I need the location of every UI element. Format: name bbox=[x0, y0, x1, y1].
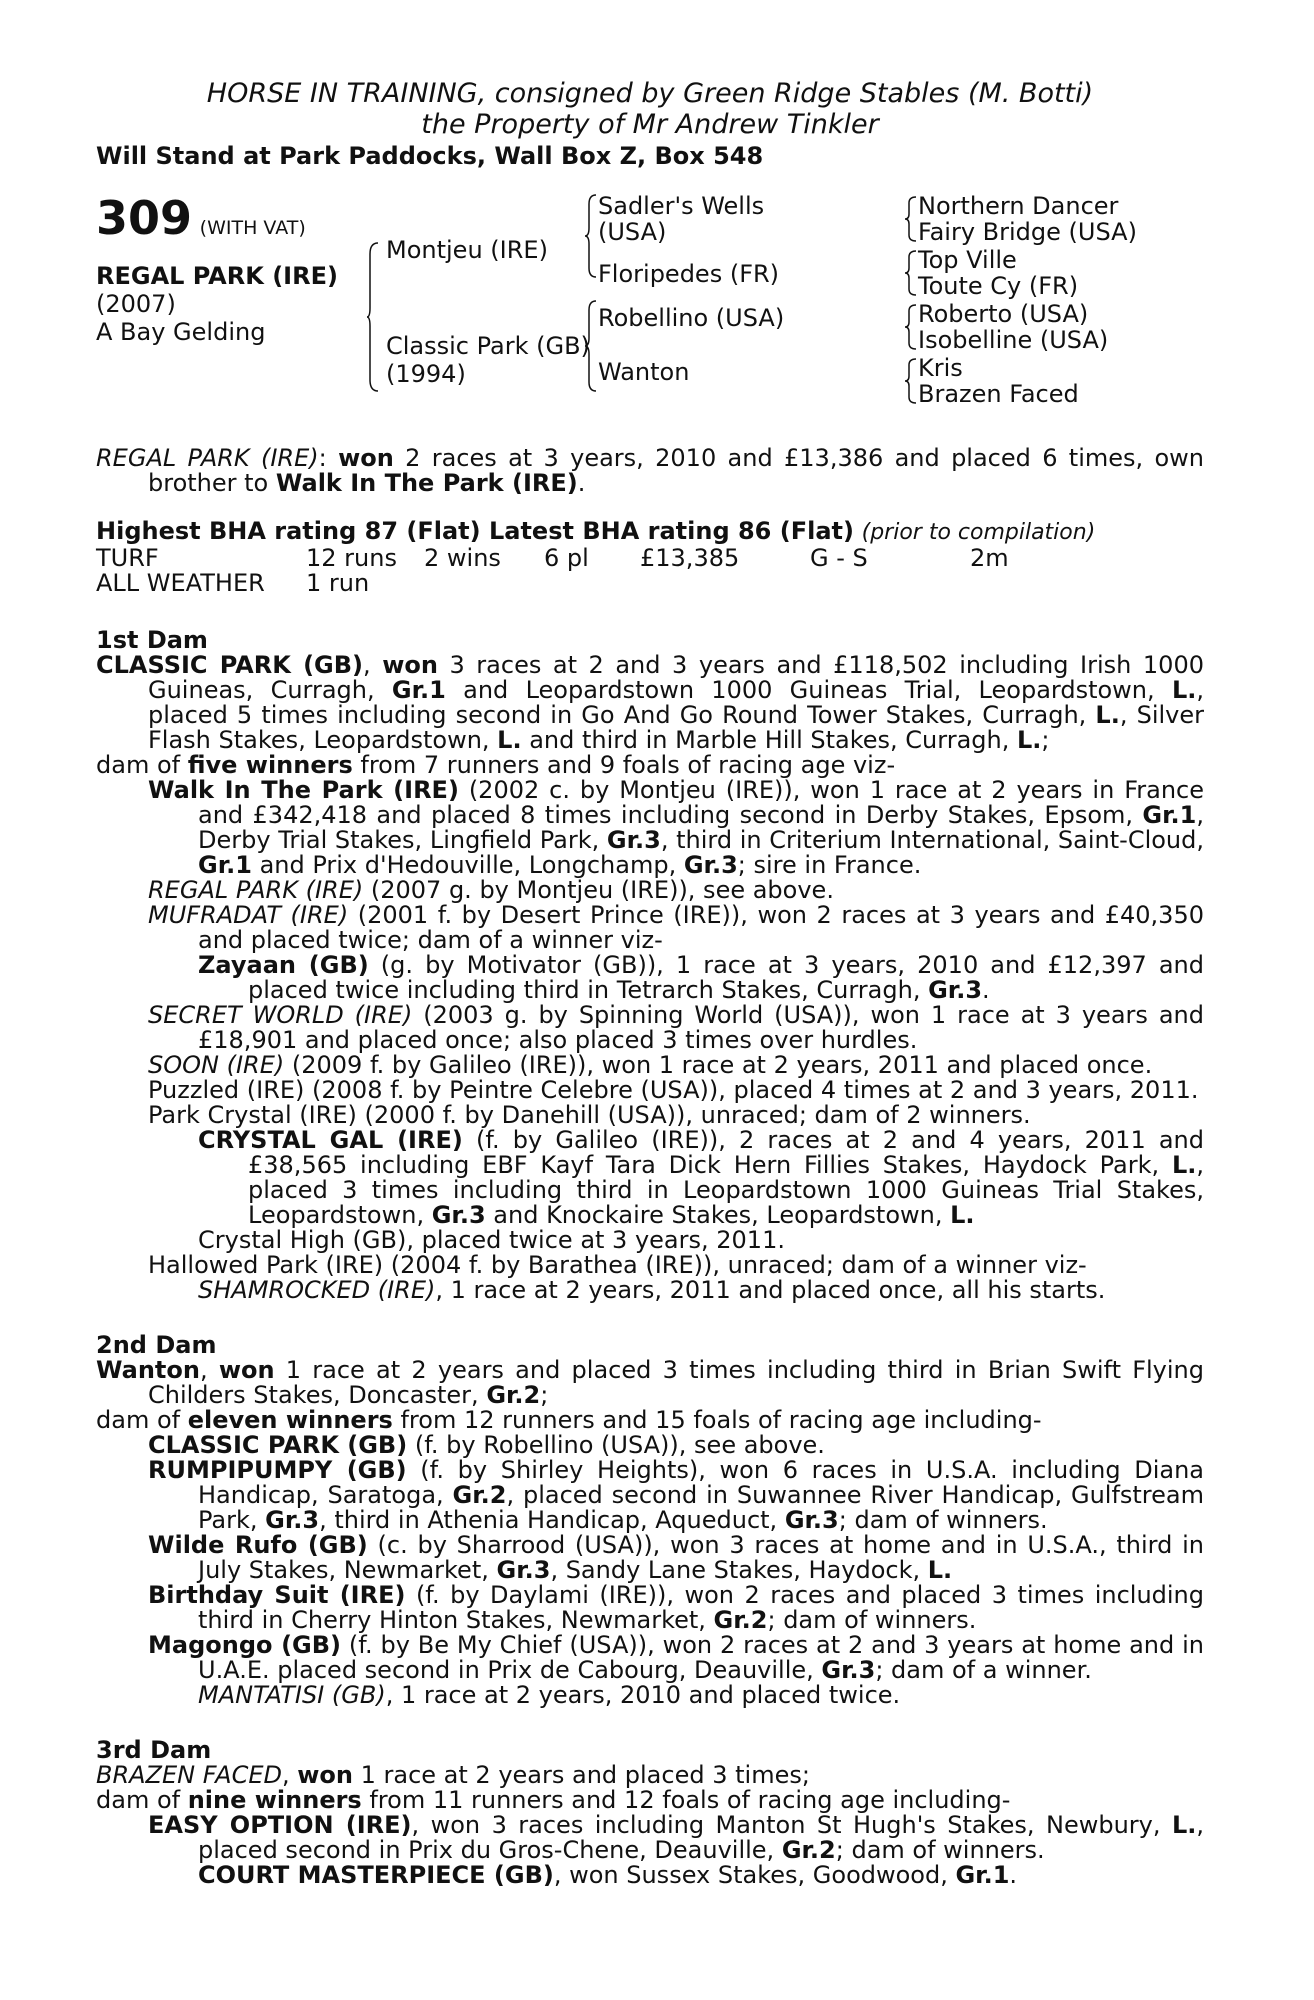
lot-number-block bbox=[96, 191, 306, 245]
progeny-rumpipumpy bbox=[96, 1458, 1204, 1533]
brace-icon bbox=[584, 300, 598, 392]
progeny-mufradat bbox=[96, 903, 1204, 953]
text-fragment: SOON (IRE) bbox=[148, 1051, 285, 1079]
brace-icon bbox=[904, 358, 918, 404]
stand-line: Will Stand at Park Paddocks, Wall Box Z, Box 548 bbox=[96, 142, 764, 170]
summary-name: REGAL PARK (IRE) bbox=[96, 444, 319, 472]
dam-of-line bbox=[96, 1788, 1204, 1813]
text-fragment: , Sandy Lane Stakes, Haydock, bbox=[550, 1556, 928, 1584]
text-fragment: five winners bbox=[187, 751, 353, 779]
horse-year: (2007) bbox=[96, 290, 176, 318]
text-fragment: , 1 race at 2 years, 2010 and placed twice. bbox=[385, 1681, 901, 1709]
progeny-crystal-gal bbox=[96, 1128, 1204, 1228]
sire-dam-dam: Toute Cy (FR) bbox=[918, 272, 1079, 300]
progeny-easy-option bbox=[96, 1813, 1204, 1863]
text-fragment: Gr.3 bbox=[606, 826, 661, 854]
dam-dam-sire: Kris bbox=[918, 354, 963, 382]
text-fragment: Gr.3 bbox=[928, 976, 983, 1004]
text-fragment: L. bbox=[950, 1201, 975, 1229]
dam-record: CLASSIC PARK (GB), won 3 races at 2 and 3 years and £118,502 including Irish 1000 Guineas, Curragh, Gr.1 and Leopardstown 1000 Guineas Trial, Leopardstown, L., placed 5 times including second in Go And Go Round Tower Stakes, Curragh, L., Silver Flash Stakes, Leopardstown, L. and third in Marble Hill Stakes, Curragh, L.; bbox=[96, 651, 1205, 754]
progeny-zayaan bbox=[96, 953, 1204, 1003]
text-fragment: L. bbox=[927, 1556, 953, 1584]
text-fragment: dam of bbox=[96, 1786, 188, 1814]
text-fragment: (2002 c. by Montjeu (IRE)), won 1 race at 2 years in France and £342,418 and placed 8 times including second in Derby Stakes, Epsom, bbox=[198, 776, 1204, 829]
progeny-birthday-suit bbox=[96, 1583, 1204, 1633]
text-fragment: and Prix d'Hedouville, Longchamp, bbox=[251, 851, 684, 879]
text-fragment: from 11 runners and 12 foals of racing age including- bbox=[361, 1786, 1011, 1814]
text-fragment: and Leopardstown 1000 Guineas Trial, Leopardstown, bbox=[445, 676, 1172, 704]
progeny-secret-world bbox=[96, 1003, 1204, 1053]
text-fragment: (2001 f. by Desert Prince (IRE)), won 2 races at 3 years and £40,350 and placed twice; dam of a winner viz- bbox=[198, 901, 1204, 954]
text-fragment: ; dam of a winner. bbox=[875, 1656, 1092, 1684]
progeny-mantatisi bbox=[96, 1683, 1204, 1708]
property-line: the Property of Mr Andrew Tinkler bbox=[421, 109, 879, 140]
pedigree-table bbox=[96, 192, 1204, 432]
progeny-park-crystal: Park Crystal (IRE) (2000 f. by Danehill (USA)), unraced; dam of 2 winners. bbox=[148, 1101, 1031, 1129]
text-fragment: won bbox=[297, 1761, 353, 1789]
text-fragment: , Derby Trial Stakes, Lingfield Park, bbox=[198, 801, 1204, 854]
text-fragment: 1 race at 2 years and placed 3 times; bbox=[352, 1761, 810, 1789]
section-heading: 2nd Dam bbox=[96, 1331, 217, 1359]
sire-sire-country: (USA) bbox=[598, 218, 667, 246]
text-fragment: Magongo (GB) bbox=[148, 1631, 342, 1659]
vat-note: (WITH VAT) bbox=[199, 217, 306, 239]
header bbox=[96, 78, 1204, 140]
text-fragment: , placed 3 times including third in Leopardstown 1000 Guineas Trial Stakes, Leopardstown, bbox=[248, 1151, 1204, 1229]
text-fragment: ; bbox=[540, 1381, 549, 1409]
text-fragment: Gr.1 bbox=[391, 676, 446, 704]
dam-dam-dam: Brazen Faced bbox=[918, 380, 1079, 408]
text-fragment: (2003 g. by Spinning World (USA)), won 1 race at 3 years and £18,901 and placed once; also placed 3 times over hurdles. bbox=[198, 1001, 1204, 1054]
rating-line bbox=[96, 518, 1204, 546]
progeny-regal-park bbox=[96, 878, 1204, 903]
text-fragment: CLASSIC PARK (GB) bbox=[96, 651, 364, 679]
text-fragment: CLASSIC PARK (GB) bbox=[148, 1431, 408, 1459]
brace-icon bbox=[584, 194, 598, 278]
text-fragment: (f. by Be My Chief (USA)), won 2 races at 2 and 3 years at home and in U.A.E. placed second in Prix de Cabourg, Deauville, bbox=[198, 1631, 1204, 1684]
text-fragment: Gr.2 bbox=[486, 1381, 541, 1409]
text-fragment: MUFRADAT (IRE) bbox=[148, 901, 349, 929]
progeny-puzzled: Puzzled (IRE) (2008 f. by Peintre Celebre (USA)), placed 4 times at 2 and 3 years, 2011. bbox=[148, 1076, 1199, 1104]
text-fragment: nine winners bbox=[187, 1786, 362, 1814]
rating-section bbox=[96, 518, 1204, 596]
lot-number: 309 bbox=[96, 191, 193, 245]
stat-surface: TURF bbox=[96, 544, 159, 572]
text-fragment: REGAL PARK (IRE) bbox=[148, 876, 364, 904]
text-fragment: RUMPIPUMPY (GB) bbox=[148, 1456, 407, 1484]
text-fragment: Zayaan (GB) bbox=[198, 951, 369, 979]
sire: Montjeu (IRE) bbox=[386, 236, 548, 264]
text-fragment: CRYSTAL GAL (IRE) bbox=[198, 1126, 463, 1154]
text-fragment: (f. by Robellino (USA)), see above. bbox=[407, 1431, 825, 1459]
sire-dam-sire: Top Ville bbox=[918, 246, 1017, 274]
text-fragment: eleven winners bbox=[187, 1406, 393, 1434]
horse-description: A Bay Gelding bbox=[96, 318, 266, 346]
text-fragment: , third in Criterium International, Saint-Cloud, bbox=[660, 826, 1205, 854]
brace-icon bbox=[904, 250, 918, 296]
sire-sire: Sadler's Wells bbox=[598, 192, 765, 220]
stat-money: £13,385 bbox=[640, 544, 740, 572]
won-word: won bbox=[338, 444, 394, 472]
progeny-magongo bbox=[96, 1633, 1204, 1683]
text-fragment: , placed 5 times including second in Go And Go Round Tower Stakes, Curragh, bbox=[148, 676, 1204, 729]
text-fragment: SHAMROCKED (IRE) bbox=[198, 1276, 436, 1304]
horse-summary: REGAL PARK (IRE): won 2 races at 3 years, 2010 and £13,386 and placed 6 times, own brother to Walk In The Park (IRE). bbox=[96, 444, 1204, 497]
text-fragment: won bbox=[218, 1356, 275, 1384]
text-fragment: ; bbox=[1041, 726, 1050, 754]
dam-record: BRAZEN FACED, won 1 race at 2 years and placed 3 times; bbox=[96, 1761, 810, 1789]
text-fragment: Gr.3 bbox=[265, 1506, 320, 1534]
dam-sire: Robellino (USA) bbox=[598, 304, 785, 332]
text-fragment: Gr.3 bbox=[784, 1506, 839, 1534]
stat-distance: 2m bbox=[970, 544, 1009, 572]
text-fragment: (g. by Motivator (GB)), 1 race at 3 years, 2010 and £12,397 and placed twice including third in Tetrarch Stakes, Curragh, bbox=[248, 951, 1204, 1004]
text-fragment: , Silver Flash Stakes, Leopardstown, bbox=[148, 701, 1205, 754]
text-fragment: Gr.3 bbox=[496, 1556, 551, 1584]
dam-dam: Wanton bbox=[598, 358, 690, 386]
text-fragment: and third in Marble Hill Stakes, Curragh, bbox=[521, 726, 1017, 754]
text-fragment: , third in Athenia Handicap, Aqueduct, bbox=[319, 1506, 785, 1534]
catalogue-page bbox=[96, 78, 1204, 1888]
sire-sire-dam: Fairy Bridge (USA) bbox=[918, 218, 1137, 246]
text-fragment: , placed second in Prix du Gros-Chene, Deauville, bbox=[198, 1811, 1204, 1864]
text-fragment: and Knockaire Stakes, Leopardstown, bbox=[485, 1201, 951, 1229]
text-fragment: L. bbox=[1171, 1811, 1197, 1839]
text-fragment: (c. by Sharrood (USA)), won 3 races at home and in U.S.A., third in July Stakes, Newmarket, bbox=[198, 1531, 1204, 1584]
text-fragment: L. bbox=[1016, 726, 1042, 754]
sibling-name: Walk In The Park (IRE) bbox=[275, 469, 578, 497]
text-fragment: Wanton bbox=[96, 1356, 200, 1384]
dam-of-line bbox=[96, 1408, 1204, 1433]
first-dam-section bbox=[96, 628, 1204, 1303]
text-fragment: ; dam of winners. bbox=[835, 1836, 1045, 1864]
progeny-hallowed-park: Hallowed Park (IRE) (2004 f. by Barathea (IRE)), unraced; dam of a winner viz- bbox=[148, 1251, 1087, 1279]
text-fragment: . bbox=[982, 976, 990, 1004]
text-fragment: Gr.2 bbox=[713, 1606, 768, 1634]
text-fragment: Wilde Rufo (GB) bbox=[148, 1531, 368, 1559]
progeny-wilde-rufo bbox=[96, 1533, 1204, 1583]
text-fragment: L. bbox=[497, 726, 522, 754]
summary-end: . bbox=[577, 469, 586, 497]
text-fragment: . bbox=[1009, 1861, 1018, 1889]
stat-going: G - S bbox=[810, 544, 868, 572]
progeny-court-masterpiece bbox=[96, 1863, 1204, 1888]
text-fragment: (2007 g. by Montjeu (IRE)), see above. bbox=[363, 876, 834, 904]
progeny-walk-in-the-park bbox=[96, 778, 1204, 878]
text-fragment: Birthday Suit (IRE) bbox=[148, 1581, 406, 1609]
brace-icon bbox=[366, 242, 380, 392]
progeny-soon bbox=[96, 1053, 1204, 1078]
text-fragment: EASY OPTION (IRE) bbox=[148, 1811, 412, 1839]
text-fragment: Gr.3 bbox=[683, 851, 738, 879]
text-fragment: , won Sussex Stakes, Goodwood, bbox=[553, 1861, 956, 1889]
dam-sire-sire: Roberto (USA) bbox=[918, 300, 1089, 328]
text-fragment: (2009 f. by Galileo (IRE)), won 1 race at 2 years, 2011 and placed once. bbox=[284, 1051, 1153, 1079]
text-fragment: L. bbox=[1171, 676, 1197, 704]
text-fragment: Gr.1 bbox=[1142, 801, 1197, 829]
text-fragment: (f. by Galileo (IRE)), 2 races at 2 and 4 years, 2011 and £38,565 including EBF Kayf Tara Dick Hern Fillies Stakes, Haydock Park, bbox=[248, 1126, 1205, 1179]
dam-record: Wanton, won 1 race at 2 years and placed 3 times including third in Brian Swift Flying Childers Stakes, Doncaster, Gr.2; bbox=[96, 1356, 1204, 1409]
stat-surface: ALL WEATHER bbox=[96, 569, 265, 597]
text-fragment: L. bbox=[1095, 701, 1120, 729]
sire-dam: Floripedes (FR) bbox=[598, 260, 780, 288]
text-fragment: Walk In The Park (IRE) bbox=[148, 776, 459, 804]
text-fragment: ; dam of winners. bbox=[838, 1506, 1048, 1534]
text-fragment: BRAZEN FACED bbox=[96, 1761, 282, 1789]
text-fragment: , placed second in Suwannee River Handicap, Gulfstream Park, bbox=[198, 1481, 1204, 1534]
text-fragment: , 1 race at 2 years, 2011 and placed once, all his starts. bbox=[435, 1276, 1106, 1304]
text-fragment: from 12 runners and 15 foals of racing age including- bbox=[392, 1406, 1042, 1434]
second-dam-section bbox=[96, 1333, 1204, 1708]
text-fragment: (f. by Shirley Heights), won 6 races in U.S.A. including Diana Handicap, Saratoga, bbox=[198, 1456, 1204, 1509]
text-fragment: 3 races at 2 and 3 years and £118,502 including Irish 1000 Guineas, Curragh, bbox=[148, 651, 1204, 704]
brace-icon bbox=[904, 196, 918, 242]
text-fragment: Gr.2 bbox=[781, 1836, 836, 1864]
horse-name: REGAL PARK (IRE) bbox=[96, 262, 338, 290]
text-fragment: from 7 runners and 9 foals of racing age viz- bbox=[352, 751, 896, 779]
stat-wins: 2 wins bbox=[424, 544, 501, 572]
stats-aw bbox=[96, 571, 1204, 596]
text-fragment: Gr.2 bbox=[452, 1481, 507, 1509]
sire-sire-sire: Northern Dancer bbox=[918, 192, 1119, 220]
stat-runs: 12 runs bbox=[306, 544, 397, 572]
text-fragment: COURT MASTERPIECE (GB) bbox=[198, 1861, 554, 1889]
text-fragment: MANTATISI (GB) bbox=[198, 1681, 386, 1709]
dam: Classic Park (GB) bbox=[386, 332, 590, 360]
text-fragment: won bbox=[382, 651, 438, 679]
rating-note: (prior to compilation) bbox=[861, 520, 1096, 545]
text-fragment: SECRET WORLD (IRE) bbox=[148, 1001, 413, 1029]
summary-text: 2 races at 3 years, 2010 and £13,386 and placed 6 times, own brother to bbox=[148, 444, 1204, 497]
text-fragment: dam of bbox=[96, 1406, 188, 1434]
text-fragment: L. bbox=[1171, 1151, 1197, 1179]
dam-year: (1994) bbox=[386, 360, 466, 388]
text-fragment: ; sire in France. bbox=[737, 851, 922, 879]
text-fragment: ; dam of winners. bbox=[767, 1606, 977, 1634]
section-heading: 1st Dam bbox=[96, 626, 208, 654]
text-fragment: Gr.3 bbox=[821, 1656, 876, 1684]
text-fragment: Gr.1 bbox=[198, 851, 252, 879]
text-fragment: Gr.1 bbox=[955, 1861, 1010, 1889]
text-fragment: 1 race at 2 years and placed 3 times including third in Brian Swift Flying Childers Stakes, Doncaster, bbox=[148, 1356, 1204, 1409]
text-fragment: , won 3 races including Manton St Hugh's Stakes, Newbury, bbox=[411, 1811, 1172, 1839]
rating-text: Highest BHA rating 87 (Flat) Latest BHA rating 86 (Flat) bbox=[96, 517, 854, 545]
section-heading: 3rd Dam bbox=[96, 1736, 212, 1764]
brace-icon bbox=[904, 304, 918, 350]
dam-sire-dam: Isobelline (USA) bbox=[918, 326, 1109, 354]
text-fragment: Gr.3 bbox=[431, 1201, 486, 1229]
stat-placed: 6 pl bbox=[544, 544, 589, 572]
progeny-classic-park bbox=[96, 1433, 1204, 1458]
third-dam-section bbox=[96, 1738, 1204, 1888]
stats-turf bbox=[96, 546, 1204, 571]
text-fragment: dam of bbox=[96, 751, 188, 779]
progeny-crystal-high: Crystal High (GB), placed twice at 3 years, 2011. bbox=[198, 1226, 785, 1254]
dam-of-line bbox=[96, 753, 1204, 778]
consignor-line: HORSE IN TRAINING, consigned by Green Ridge Stables (M. Botti) bbox=[206, 78, 1094, 109]
stat-runs: 1 run bbox=[306, 569, 370, 597]
text-fragment: (f. by Daylami (IRE)), won 2 races and placed 3 times including third in Cherry Hinton Stakes, Newmarket, bbox=[198, 1581, 1205, 1634]
progeny-shamrocked bbox=[96, 1278, 1204, 1303]
